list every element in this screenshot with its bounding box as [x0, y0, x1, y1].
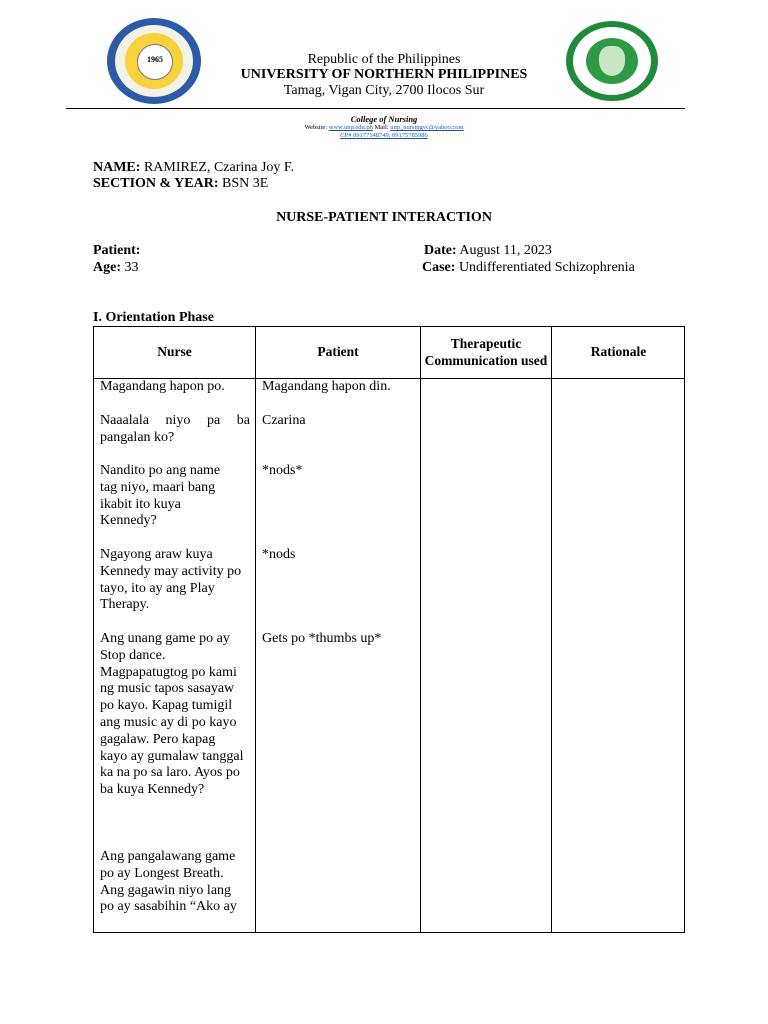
- phase-heading: I. Orientation Phase: [93, 310, 214, 325]
- nurse-cell: Nandito po ang name tag niyo, maari bang ikabit ito kuya Kennedy?: [100, 463, 221, 529]
- republic-line: Republic of the Philippines: [307, 52, 461, 67]
- phone-line: [0, 132, 768, 139]
- patient-cell: Magandang hapon din.: [262, 379, 391, 394]
- header-divider: [66, 108, 685, 109]
- document-title: NURSE-PATIENT INTERACTION: [276, 210, 492, 225]
- column-header-patient: Patient: [317, 344, 359, 360]
- contact-line: [0, 124, 768, 131]
- university-address: Tamag, Vigan City, 2700 Ilocos Sur: [283, 83, 485, 98]
- interaction-table: [93, 326, 685, 933]
- column-header-therapeutic-communication: Therapeutic Communication used: [424, 336, 548, 368]
- website-label: Website:: [304, 124, 329, 131]
- age-label: Age:: [93, 260, 121, 275]
- case-line: [422, 260, 635, 276]
- nurse-cell: Ang unang game po ay Stop dance. Magpapatugtog po kami ng music tapos sasayaw po kayo. Kapag tumigil ang music ay di po kayo gagalaw. Pero kapag kayo ay gumalaw tanggal ka na po sa laro. Ayos po ba kuya Kennedy?: [100, 631, 244, 798]
- website-link[interactable]: www.unp.edu.ph: [328, 124, 373, 131]
- column-divider: [551, 327, 552, 932]
- patient-cell: Gets po *thumbs up*: [262, 631, 382, 646]
- college-name: College of Nursing: [350, 114, 418, 124]
- name-line: [93, 160, 294, 176]
- university-name: UNIVERSITY OF NORTHERN PHILIPPINES: [240, 67, 528, 82]
- patient-cell: *nods: [262, 547, 296, 562]
- nurse-cell: Ngayong araw kuya Kennedy may activity po tayo, ito ay ang Play Therapy.: [100, 547, 242, 613]
- age-line: [93, 260, 139, 276]
- patient-cell: *nods*: [262, 463, 303, 478]
- column-divider: [420, 327, 421, 932]
- case-value: Undifferentiated Schizophrenia: [458, 260, 635, 275]
- section-line: [93, 176, 268, 192]
- section-label: SECTION & YEAR:: [93, 176, 219, 191]
- mail-label: Mail:: [372, 124, 391, 131]
- mail-link[interactable]: unp_nursingvc@yahoo.com: [390, 124, 464, 131]
- seal-year: 1965: [147, 55, 163, 64]
- patient-line: [93, 243, 140, 259]
- phone-numbers[interactable]: CP# 09177148749, 09175785986: [340, 132, 428, 139]
- name-label: NAME:: [93, 160, 141, 175]
- section-value: BSN 3E: [222, 176, 269, 191]
- nurse-cell: Ang pangalawang game po ay Longest Breath. Ang gagawin niyo lang po ay sasabihin “Ako ay: [100, 849, 237, 915]
- name-value: RAMIREZ, Czarina Joy F.: [143, 160, 295, 175]
- patient-cell: Czarina: [262, 413, 306, 428]
- column-header-rationale: Rationale: [590, 344, 647, 360]
- nurse-cell: Naaalala niyo pa ba pangalan ko?: [100, 413, 250, 445]
- date-label: Date:: [424, 243, 457, 258]
- nurse-cell: Magandang hapon po.: [100, 379, 225, 394]
- date-line: [424, 243, 552, 259]
- patient-label: Patient:: [93, 243, 141, 258]
- case-label: Case:: [422, 260, 456, 275]
- age-value: 33: [124, 260, 139, 275]
- date-value: August 11, 2023: [459, 243, 552, 258]
- column-header-nurse: Nurse: [157, 344, 192, 360]
- column-divider: [255, 327, 256, 932]
